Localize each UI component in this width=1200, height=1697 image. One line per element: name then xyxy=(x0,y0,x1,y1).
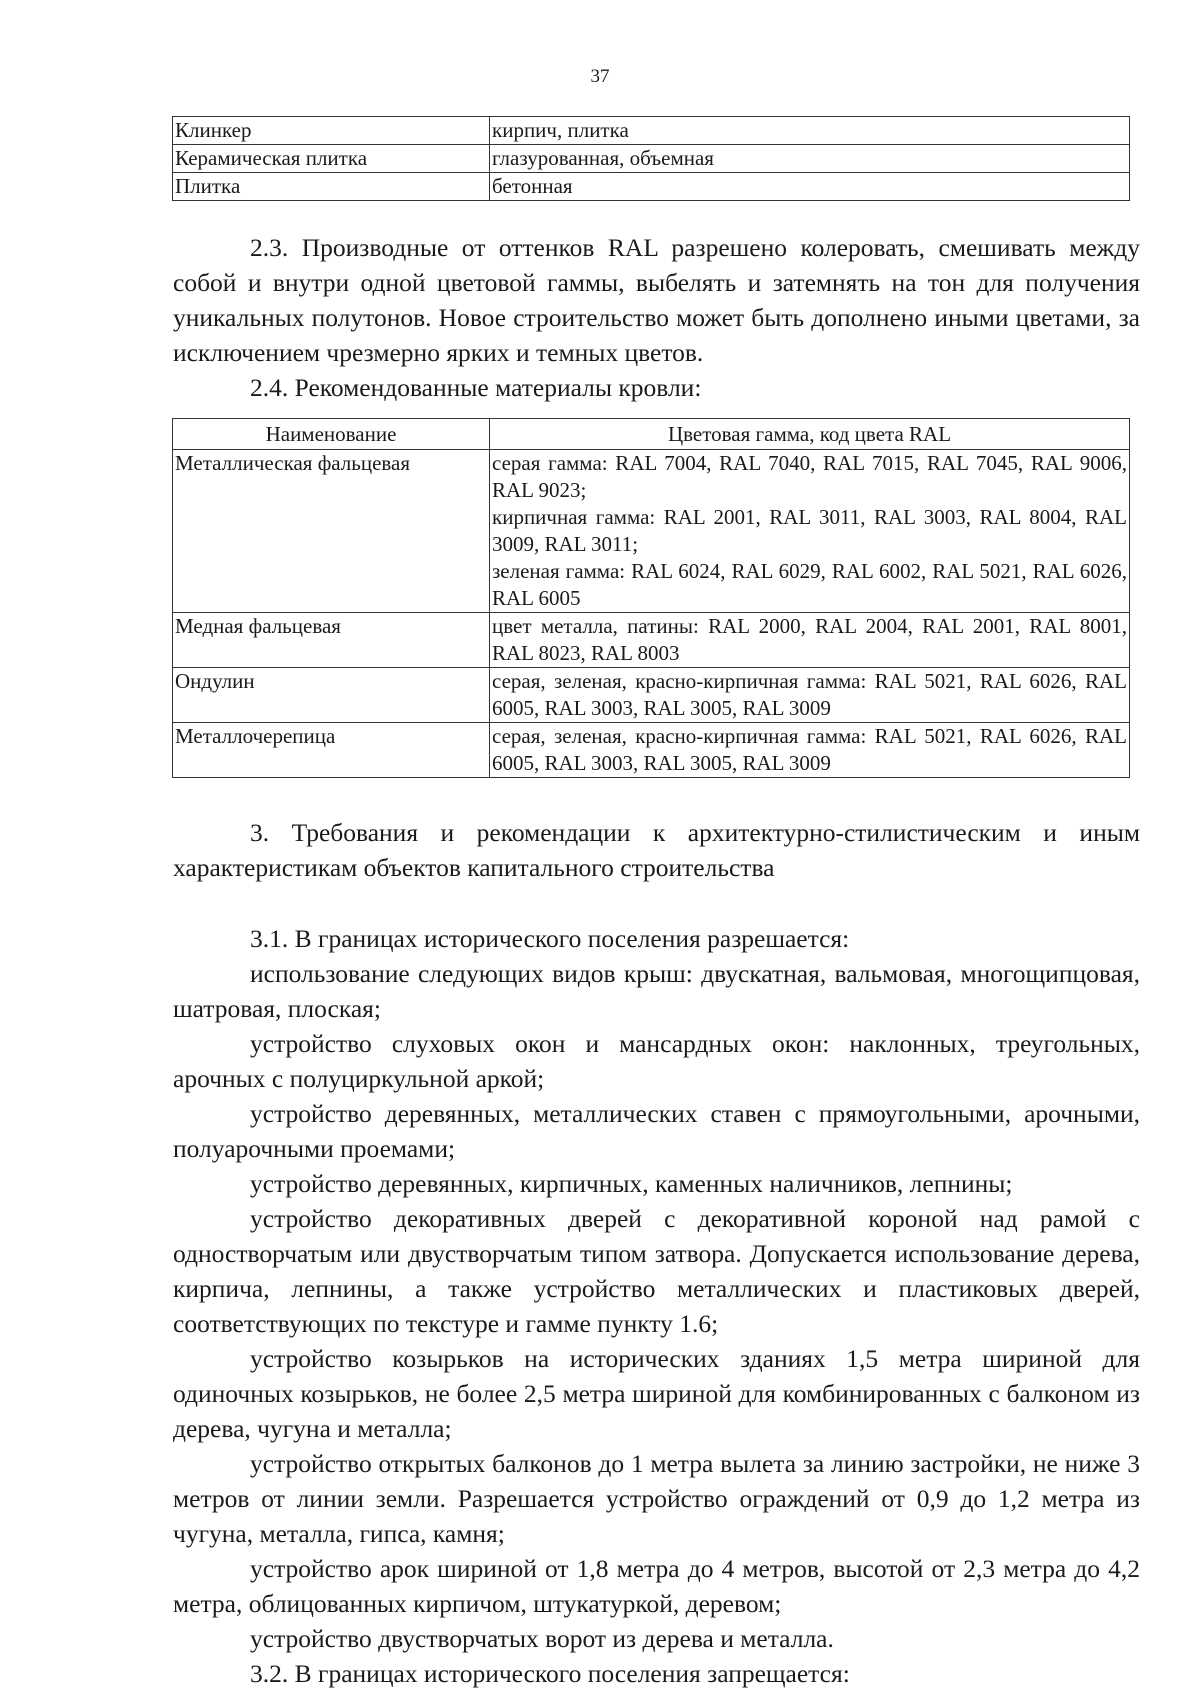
list-item: устройство арок шириной от 1,8 метра до 4 метров, высотой от 2,3 метра до 4,2 метра, облицованных кирпичом, штукатуркой, деревом; xyxy=(173,1554,1140,1618)
column-header-color: Цветовая гамма, код цвета RAL xyxy=(490,419,1130,450)
table-cell: Клинкер xyxy=(173,117,490,145)
list-item: устройство деревянных, металлических ставен с прямоугольными, арочными, полуарочными проемами; xyxy=(173,1099,1140,1163)
facade-materials-table xyxy=(172,116,1130,201)
table-cell: бетонная xyxy=(490,173,1130,201)
paragraph-2-4: 2.4. Рекомендованные материалы кровли: xyxy=(250,373,702,402)
section-3-heading: 3. Требования и рекомендации к архитектурно-стилистическим и иным характеристикам объектов капитального строительства xyxy=(173,818,1140,882)
color-codes xyxy=(490,613,1130,668)
table-row xyxy=(173,723,1130,778)
table-row xyxy=(173,613,1130,668)
paragraph-2-3: 2.3. Производные от оттенков RAL разрешено колеровать, смешивать между собой и внутри одной цветовой гаммы, выбелять и затемнять на тон для получения уникальных полутонов. Новое строительство может быть дополнено иными цветами, за исключением чрезмерно ярких и темных цветов. xyxy=(173,233,1140,367)
section-3-block xyxy=(173,815,1140,1691)
color-line: серая, зеленая, красно-кирпичная гамма: RAL 5021, RAL 6026, RAL 6005, RAL 3003, RAL 3005, RAL 3009 xyxy=(492,669,1127,720)
column-header-name: Наименование xyxy=(173,419,490,450)
table-cell: кирпич, плитка xyxy=(490,117,1130,145)
color-line: зеленая гамма: RAL 6024, RAL 6029, RAL 6002, RAL 5021, RAL 6026, RAL 6005 xyxy=(492,559,1127,610)
page-number: 37 xyxy=(590,66,610,87)
table-row xyxy=(173,145,1130,173)
list-item: устройство декоративных дверей с декоративной короной над рамой с одностворчатым или двустворчатым типом затвора. Допускается использование дерева, кирпича, лепнины, а также устройство металлических и пластиковых дверей, соответствующих по текстуре и гамме пункту 1.6; xyxy=(173,1204,1140,1338)
table-cell: Плитка xyxy=(173,173,490,201)
material-name: Металлическая фальцевая xyxy=(173,450,490,613)
material-name: Ондулин xyxy=(173,668,490,723)
list-item: устройство козырьков на исторических зданиях 1,5 метра шириной для одиночных козырьков, не более 2,5 метра шириной для комбинированных с балконом из дерева, чугуна и металла; xyxy=(173,1344,1140,1443)
color-codes xyxy=(490,723,1130,778)
table-cell: глазурованная, объемная xyxy=(490,145,1130,173)
list-item: устройство слуховых окон и мансардных окон: наклонных, треугольных, арочных с полуциркульной аркой; xyxy=(173,1029,1140,1093)
table-row xyxy=(173,117,1130,145)
color-line: цвет металла, патины: RAL 2000, RAL 2004, RAL 2001, RAL 8001, RAL 8023, RAL 8003 xyxy=(492,614,1127,665)
color-codes xyxy=(490,668,1130,723)
color-codes xyxy=(490,450,1130,613)
paragraph-3-2: 3.2. В границах исторического поселения запрещается: xyxy=(250,1659,850,1688)
material-name: Медная фальцевая xyxy=(173,613,490,668)
roofing-materials-table xyxy=(172,418,1130,778)
table-row xyxy=(173,450,1130,613)
material-name: Металлочерепица xyxy=(173,723,490,778)
table-cell: Керамическая плитка xyxy=(173,145,490,173)
table-row xyxy=(173,668,1130,723)
color-line: кирпичная гамма: RAL 2001, RAL 3011, RAL 3003, RAL 8004, RAL 3009, RAL 3011; xyxy=(492,505,1127,556)
paragraph-3-1: 3.1. В границах исторического поселения разрешается: xyxy=(250,924,850,953)
section-2-3-block xyxy=(173,230,1140,405)
list-item: устройство двустворчатых ворот из дерева и металла. xyxy=(250,1624,834,1653)
color-line: серая гамма: RAL 7004, RAL 7040, RAL 7015, RAL 7045, RAL 9006, RAL 9023; xyxy=(492,451,1127,502)
table-header-row xyxy=(173,419,1130,450)
list-item: устройство открытых балконов до 1 метра вылета за линию застройки, не ниже 3 метров от линии земли. Разрешается устройство ограждений от 0,9 до 1,2 метра из чугуна, металла, гипса, камня; xyxy=(173,1449,1140,1548)
list-item: использование следующих видов крыш: двускатная, вальмовая, многощипцовая, шатровая, плоская; xyxy=(173,959,1140,1023)
table-row xyxy=(173,173,1130,201)
color-line: серая, зеленая, красно-кирпичная гамма: RAL 5021, RAL 6026, RAL 6005, RAL 3003, RAL 3005, RAL 3009 xyxy=(492,724,1127,775)
list-item: устройство деревянных, кирпичных, каменных наличников, лепнины; xyxy=(250,1169,1013,1198)
